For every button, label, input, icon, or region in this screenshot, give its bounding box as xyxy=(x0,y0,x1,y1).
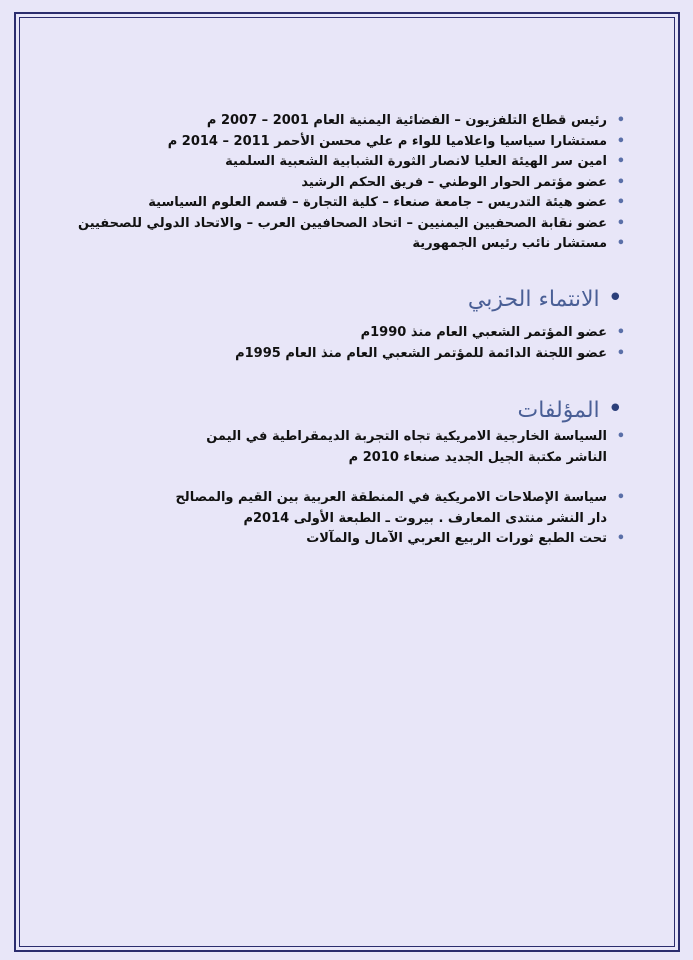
works-section xyxy=(30,427,625,550)
positions-section xyxy=(30,111,625,255)
bullet-icon: • xyxy=(616,345,625,361)
bullet-icon: • xyxy=(616,215,625,231)
list-item-text: مستشار نائب رئيس الجمهورية xyxy=(412,236,607,251)
works-heading-text: المؤلفات xyxy=(517,398,600,423)
book-title: السياسة الخارجية الامريكية تجاه التجربة الديمقراطية في اليمن xyxy=(206,429,607,444)
works-heading xyxy=(518,394,624,424)
list-spacer xyxy=(30,468,607,488)
list-item-text: امين سر الهيئة العليا لانصار الثورة الشبابية الشعبية السلمية xyxy=(225,154,607,169)
list-item-text: عضو المؤتمر الشعبي العام منذ 1990م xyxy=(360,325,607,340)
list-item xyxy=(30,344,625,365)
list-item xyxy=(30,427,625,468)
list-item xyxy=(30,488,625,529)
bullet-icon: • xyxy=(616,325,625,340)
list-item-text: رئيس قطاع التلفزيون – الفضائية اليمنية العام 2001 – 2007 م xyxy=(206,113,607,128)
list-item xyxy=(30,132,625,153)
positions-list xyxy=(30,111,625,255)
bullet-icon: • xyxy=(616,195,625,210)
bullet-icon: • xyxy=(616,154,625,169)
book-title: تحت الطبع ثورات الربيع العربي الآمال والمآلات xyxy=(306,531,607,546)
party-heading xyxy=(468,283,623,313)
party-list xyxy=(30,323,625,364)
list-item xyxy=(30,152,625,173)
list-item xyxy=(30,214,625,235)
bullet-icon: • xyxy=(616,531,625,546)
party-section xyxy=(30,323,625,364)
heading-bullet-icon: • xyxy=(607,394,623,424)
list-item xyxy=(30,193,625,214)
list-item xyxy=(30,173,625,194)
list-item-text: مستشارا سياسيا واعلاميا للواء م علي محسن الأحمر 2011 – 2014 م xyxy=(167,133,607,149)
bullet-icon: • xyxy=(616,113,625,128)
list-item xyxy=(30,234,625,255)
book-publisher: الناشر مكتبة الجيل الجديد صنعاء 2010 م xyxy=(348,449,607,465)
list-item xyxy=(30,111,625,132)
book-title: سياسة الإصلاحات الامريكية في المنطقة العربية بين القيم والمصالح xyxy=(175,490,607,505)
list-item-text: عضو مؤتمر الحوار الوطني – فريق الحكم الرشيد xyxy=(301,174,607,190)
list-item xyxy=(30,323,625,344)
heading-bullet-icon: • xyxy=(607,283,623,313)
list-item xyxy=(30,529,625,550)
bullet-icon: • xyxy=(616,236,625,251)
bullet-icon: • xyxy=(616,133,625,149)
list-item-text: عضو اللجنة الدائمة للمؤتمر الشعبي العام منذ العام 1995م xyxy=(235,345,607,361)
works-list xyxy=(30,427,625,550)
list-item-text: عضو نقابة الصحفيين اليمنيين – اتحاد الصحافيين العرب – والاتحاد الدولي للصحفيين xyxy=(78,215,607,231)
bullet-icon: • xyxy=(616,490,625,505)
bullet-icon: • xyxy=(616,429,625,444)
book-publisher: دار النشر منتدى المعارف . بيروت ـ الطبعة الأولى 2014م xyxy=(243,510,607,526)
list-item-text: عضو هيئة التدريس – جامعة صنعاء – كلية التجارة – قسم العلوم السياسية xyxy=(148,195,607,210)
bullet-icon: • xyxy=(616,174,625,190)
party-heading-text: الانتماء الحزبي xyxy=(467,287,600,312)
